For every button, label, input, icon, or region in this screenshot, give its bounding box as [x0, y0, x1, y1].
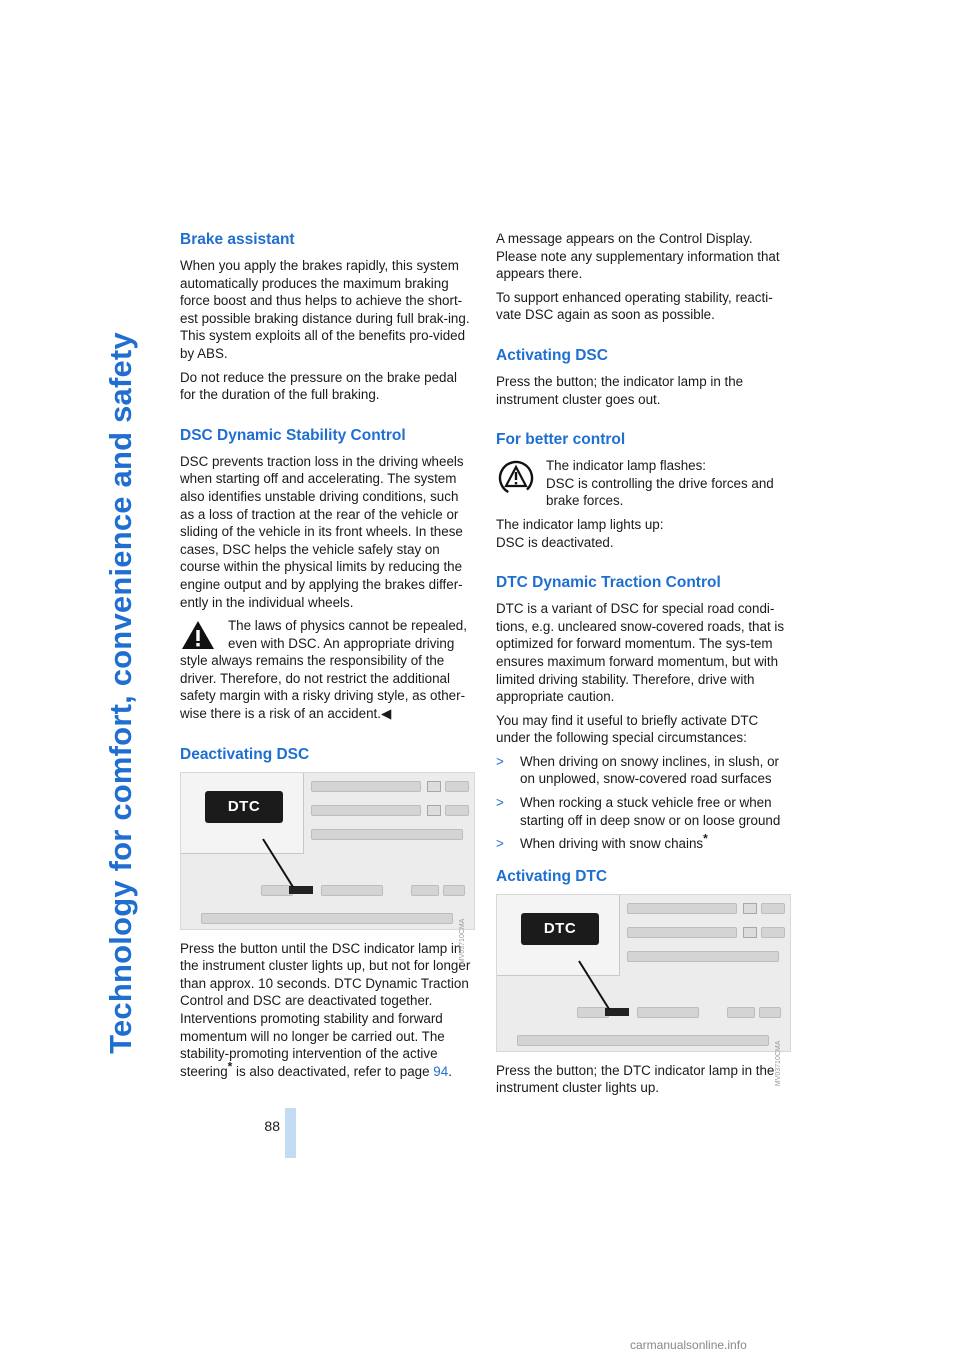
activating-dsc-paragraph: Press the button; the indicator lamp in the instrument cluster goes out.: [496, 373, 744, 407]
right-column: [496, 230, 791, 1103]
message-paragraph-2: To support enhanced operating stability, reacti-vate DSC again as soon as possible.: [496, 289, 773, 323]
bullet-mark: >: [496, 836, 504, 852]
heading-better-control: For better control: [496, 431, 626, 449]
heading-dsc: DSC Dynamic Stability Control: [180, 426, 406, 444]
heading-activating-dsc: Activating DSC: [496, 346, 608, 364]
heading-brake-assistant: Brake assistant: [180, 231, 295, 248]
bullet-text: When rocking a stuck vehicle free or when starting off in deep snow or on loose ground: [520, 795, 781, 828]
bullet-text: When driving on snowy inclines, in slush, or on unplowed, snow-covered road surfaces: [520, 753, 780, 787]
brake-assistant-paragraph-2: Do not reduce the pressure on the brake pedal for the duration of the full braking.: [180, 369, 457, 403]
warning-text: The laws of physics cannot be repealed, even with DSC. An appropriate driving style always remains the responsibility of the driver. Therefore, do not restrict the additional safety margin with a risky driving style, as other-wise there is a risk of an accident.: [180, 618, 467, 722]
image-code: MV03710CMA: [775, 1040, 783, 1087]
heading-deactivating-dsc: Deactivating DSC: [180, 745, 310, 763]
lights-title: The indicator lamp lights up:: [496, 516, 664, 532]
dtc-button: DTC: [205, 791, 283, 823]
dtc-paragraph-2: You may find it useful to briefly activate DTC under the following special circumstances:: [496, 712, 759, 746]
flash-text: DSC is controlling the drive forces and brake forces.: [546, 475, 774, 509]
indicator-note: [496, 457, 791, 510]
bullet-text: When driving with snow chains: [520, 836, 704, 852]
dtc-bullet-list: [496, 753, 791, 853]
warning-end-mark: ◀: [380, 706, 392, 722]
deactivating-paragraph: [180, 940, 475, 1081]
list-item: [496, 794, 791, 829]
heading-activating-dtc: Activating DTC: [496, 867, 608, 885]
bullet-mark: >: [496, 795, 504, 811]
sidebar-chapter-title: [84, 233, 158, 1153]
page-number: 88: [264, 1118, 280, 1134]
pointer-line: [181, 773, 474, 929]
pointer-line: [497, 895, 790, 1051]
watermark: carmanualsonline.info: [630, 1338, 747, 1352]
activating-dtc-paragraph: Press the button; the DTC indicator lamp in the instrument cluster lights up.: [496, 1062, 775, 1096]
deactivating-text-2: is also deactivated, refer to page: [232, 1063, 434, 1079]
dtc-button-figure-1: [180, 772, 475, 965]
deactivating-text: Press the button until the DSC indicator lamp in the instrument cluster lights up, but not for longer than approx. 10 seconds. DTC Dynamic Traction Control and DSC are deactivated together. Interventions promoting stability and forward momentum will no longer be carried out. The stability-promoting intervention of the active steering: [180, 940, 471, 1079]
bullet-mark: >: [496, 753, 504, 769]
dtc-paragraph-1: DTC is a variant of DSC for special road condi-tions, e.g. uncleared snow-covered roads, that is optimized for forward momentum. The sys-tem ensures maximum forward momentum, but with limited driving stability. Therefore, drive with appropriate caution.: [496, 601, 785, 705]
page-link-94[interactable]: 94: [433, 1063, 449, 1079]
brake-assistant-paragraph-1: When you apply the brakes rapidly, this system automatically produces the maximum braking force boost and thus helps to achieve the short-est possible braking distance during full brak-ing. This system exploits all of the benefits pro-vided by ABS.: [180, 258, 470, 361]
dsc-indicator-icon: [496, 459, 536, 497]
option-star: *: [227, 1059, 233, 1074]
list-item: [496, 753, 791, 788]
heading-dtc: DTC Dynamic Traction Control: [496, 574, 721, 592]
image-code: MV03710CMA: [459, 918, 467, 965]
warning-note: [180, 617, 475, 723]
dtc-button: DTC: [521, 913, 599, 945]
option-star: *: [703, 831, 708, 846]
page-number-bar: [285, 1108, 296, 1158]
dsc-paragraph-1: DSC prevents traction loss in the driving wheels when starting off and accelerating. The system also identifies unstable driving conditions, such as a loss of traction at the rear of the vehicle or sliding of the vehicle in its front wheels. In these cases, DSC helps the vehicle safely stay on course within the physical limits by reducing the engine output and by applying the brakes differ-ently in the individual wheels.: [180, 453, 464, 610]
left-column: [180, 230, 475, 1086]
warning-triangle-icon: [180, 619, 216, 651]
lights-text: DSC is deactivated.: [496, 534, 614, 550]
list-item: [496, 831, 791, 853]
deactivating-text-end: .: [448, 1063, 452, 1079]
message-paragraph-1: A message appears on the Control Display. Please note any supplementary information that appears there.: [496, 231, 780, 282]
chapter-title-text: Technology for comfort, convenience and safety: [103, 332, 138, 1054]
flash-title: The indicator lamp flashes:: [546, 458, 707, 474]
